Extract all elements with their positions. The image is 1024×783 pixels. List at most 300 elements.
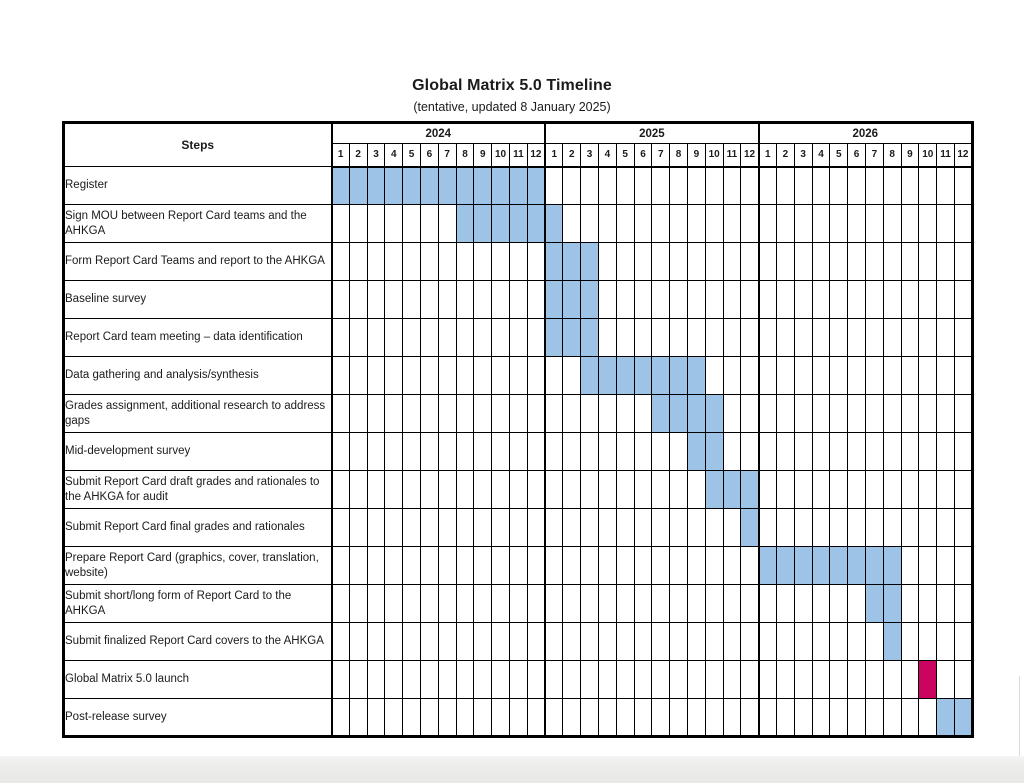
timeline-cell <box>812 357 830 395</box>
timeline-cell-filled <box>883 623 901 661</box>
timeline-cell <box>776 205 794 243</box>
timeline-cell <box>438 585 456 623</box>
timeline-cell <box>456 433 474 471</box>
timeline-cell <box>954 319 972 357</box>
timeline-cell <box>759 167 777 205</box>
timeline-cell <box>865 661 883 699</box>
timeline-row <box>64 357 973 395</box>
timeline-cell <box>420 357 438 395</box>
timeline-cell <box>741 357 759 395</box>
timeline-cell <box>509 623 527 661</box>
timeline-cell <box>937 433 955 471</box>
step-label: Submit finalized Report Card covers to the AHKGA <box>64 623 332 661</box>
month-header-2026-12: 12 <box>954 144 972 167</box>
timeline-cell <box>456 243 474 281</box>
timeline-cell <box>420 395 438 433</box>
timeline-cell <box>545 433 563 471</box>
timeline-cell <box>420 319 438 357</box>
timeline-cell <box>385 623 403 661</box>
timeline-row <box>64 547 973 585</box>
timeline-cell <box>670 205 688 243</box>
timeline-cell <box>349 661 367 699</box>
timeline-cell <box>581 471 599 509</box>
timeline-cell <box>616 509 634 547</box>
timeline-cell <box>848 699 866 737</box>
timeline-cell <box>545 661 563 699</box>
timeline-row <box>64 585 973 623</box>
timeline-cell-filled <box>385 167 403 205</box>
month-header-2024-1: 1 <box>332 144 350 167</box>
timeline-cell <box>581 699 599 737</box>
timeline-cell <box>349 205 367 243</box>
month-header-2024-8: 8 <box>456 144 474 167</box>
timeline-cell <box>919 357 937 395</box>
timeline-cell <box>865 205 883 243</box>
timeline-cell <box>776 661 794 699</box>
timeline-cell <box>794 205 812 243</box>
step-label: Register <box>64 167 332 205</box>
timeline-cell-filled <box>723 471 741 509</box>
timeline-cell <box>901 357 919 395</box>
timeline-cell <box>634 205 652 243</box>
timeline-cell <box>527 243 545 281</box>
timeline-cell <box>474 509 492 547</box>
timeline-cell <box>420 281 438 319</box>
timeline-cell <box>563 357 581 395</box>
timeline-cell <box>954 661 972 699</box>
timeline-cell <box>385 281 403 319</box>
timeline-cell <box>919 699 937 737</box>
timeline-cell <box>883 243 901 281</box>
timeline-cell <box>581 623 599 661</box>
timeline-cell-filled <box>670 395 688 433</box>
timeline-cell <box>598 623 616 661</box>
timeline-cell <box>687 281 705 319</box>
timeline-cell <box>848 243 866 281</box>
timeline-cell <box>438 243 456 281</box>
timeline-cell <box>563 547 581 585</box>
timeline-cell <box>652 509 670 547</box>
timeline-row <box>64 433 973 471</box>
timeline-cell <box>723 395 741 433</box>
timeline-cell <box>367 205 385 243</box>
timeline-cell <box>563 509 581 547</box>
timeline-cell <box>670 547 688 585</box>
timeline-cell <box>349 281 367 319</box>
timeline-cell <box>581 395 599 433</box>
timeline-row <box>64 471 973 509</box>
timeline-cell <box>403 433 421 471</box>
timeline-cell <box>438 509 456 547</box>
timeline-cell <box>812 623 830 661</box>
timeline-cell <box>616 699 634 737</box>
timeline-cell <box>385 585 403 623</box>
timeline-cell <box>403 319 421 357</box>
timeline-cell <box>385 205 403 243</box>
timeline-cell <box>598 395 616 433</box>
timeline-cell <box>545 699 563 737</box>
month-header-2025-6: 6 <box>634 144 652 167</box>
timeline-cell <box>474 699 492 737</box>
timeline-cell <box>367 623 385 661</box>
timeline-cell <box>456 547 474 585</box>
timeline-cell <box>332 281 350 319</box>
timeline-cell <box>776 623 794 661</box>
timeline-cell <box>812 319 830 357</box>
timeline-cell <box>848 433 866 471</box>
timeline-cell <box>794 509 812 547</box>
timeline-cell <box>509 585 527 623</box>
step-label: Submit Report Card final grades and rationales <box>64 509 332 547</box>
timeline-cell <box>865 433 883 471</box>
month-header-2024-4: 4 <box>385 144 403 167</box>
timeline-cell <box>385 471 403 509</box>
month-header-2025-12: 12 <box>741 144 759 167</box>
timeline-cell <box>848 623 866 661</box>
timeline-cell <box>332 471 350 509</box>
timeline-cell <box>830 509 848 547</box>
timeline-cell <box>794 357 812 395</box>
timeline-cell <box>652 699 670 737</box>
timeline-cell <box>634 699 652 737</box>
year-header-2024: 2024 <box>332 123 546 144</box>
timeline-cell <box>741 243 759 281</box>
timeline-cell <box>687 243 705 281</box>
month-header-2026-7: 7 <box>865 144 883 167</box>
timeline-cell <box>492 395 510 433</box>
timeline-cell <box>527 281 545 319</box>
step-label: Submit Report Card draft grades and rationales to the AHKGA for audit <box>64 471 332 509</box>
month-header-2026-4: 4 <box>812 144 830 167</box>
timeline-cell-filled <box>545 281 563 319</box>
timeline-cell <box>919 281 937 319</box>
timeline-cell <box>652 471 670 509</box>
timeline-cell <box>812 395 830 433</box>
timeline-row <box>64 509 973 547</box>
timeline-cell <box>634 509 652 547</box>
timeline-cell <box>652 623 670 661</box>
month-header-2026-8: 8 <box>883 144 901 167</box>
timeline-cell <box>581 547 599 585</box>
timeline-cell <box>438 205 456 243</box>
timeline-cell <box>865 281 883 319</box>
timeline-cell <box>563 585 581 623</box>
timeline-cell <box>634 281 652 319</box>
timeline-cell <box>723 357 741 395</box>
step-label: Submit short/long form of Report Card to the AHKGA <box>64 585 332 623</box>
timeline-cell <box>830 699 848 737</box>
timeline-cell <box>759 471 777 509</box>
timeline-cell <box>349 243 367 281</box>
timeline-cell <box>741 433 759 471</box>
timeline-cell-filled <box>456 167 474 205</box>
timeline-cell <box>865 509 883 547</box>
timeline-cell <box>403 471 421 509</box>
timeline-cell <box>865 471 883 509</box>
timeline-cell <box>954 623 972 661</box>
month-header-2024-2: 2 <box>349 144 367 167</box>
timeline-cell <box>652 319 670 357</box>
timeline-cell <box>474 585 492 623</box>
step-label: Baseline survey <box>64 281 332 319</box>
timeline-cell <box>385 509 403 547</box>
timeline-cell <box>420 547 438 585</box>
timeline-cell <box>848 205 866 243</box>
timeline-cell <box>670 167 688 205</box>
timeline-cell <box>901 623 919 661</box>
timeline-cell <box>687 167 705 205</box>
timeline-cell <box>634 585 652 623</box>
timeline-cell <box>367 433 385 471</box>
timeline-cell-filled <box>367 167 385 205</box>
month-header-2026-10: 10 <box>919 144 937 167</box>
timeline-cell <box>919 471 937 509</box>
timeline-cell <box>438 699 456 737</box>
timeline-cell <box>812 243 830 281</box>
timeline-cell <box>794 395 812 433</box>
timeline-cell <box>670 509 688 547</box>
timeline-cell <box>687 205 705 243</box>
timeline-cell <box>919 623 937 661</box>
timeline-cell <box>420 509 438 547</box>
timeline-cell <box>830 661 848 699</box>
month-header-2025-7: 7 <box>652 144 670 167</box>
timeline-cell <box>919 319 937 357</box>
timeline-cell-filled <box>403 167 421 205</box>
timeline-cell-filled <box>581 243 599 281</box>
timeline-cell <box>848 585 866 623</box>
timeline-cell-filled <box>865 547 883 585</box>
month-header-2025-8: 8 <box>670 144 688 167</box>
timeline-cell-filled <box>527 167 545 205</box>
timeline-cell <box>919 509 937 547</box>
timeline-cell <box>598 699 616 737</box>
page-title: Global Matrix 5.0 Timeline <box>412 77 612 94</box>
timeline-cell <box>403 243 421 281</box>
timeline-cell <box>954 205 972 243</box>
timeline-cell <box>794 699 812 737</box>
timeline-cell <box>438 281 456 319</box>
timeline-cell-filled <box>474 167 492 205</box>
timeline-cell <box>794 167 812 205</box>
timeline-cell <box>403 395 421 433</box>
timeline-cell <box>901 395 919 433</box>
timeline-cell <box>901 167 919 205</box>
timeline-cell <box>848 395 866 433</box>
timeline-cell-filled <box>883 547 901 585</box>
timeline-cell <box>830 205 848 243</box>
timeline-cell <box>332 585 350 623</box>
timeline-cell <box>403 585 421 623</box>
timeline-cell <box>456 661 474 699</box>
timeline-cell <box>438 433 456 471</box>
timeline-cell <box>705 585 723 623</box>
timeline-cell <box>812 585 830 623</box>
timeline-cell <box>474 433 492 471</box>
step-label: Grades assignment, additional research to address gaps <box>64 395 332 433</box>
timeline-cell <box>883 357 901 395</box>
timeline-cell <box>919 585 937 623</box>
timeline-cell <box>438 547 456 585</box>
timeline-cell <box>509 471 527 509</box>
step-label: Mid-development survey <box>64 433 332 471</box>
timeline-cell <box>812 699 830 737</box>
timeline-cell <box>581 509 599 547</box>
timeline-cell <box>705 243 723 281</box>
timeline-cell <box>687 585 705 623</box>
timeline-cell <box>474 471 492 509</box>
timeline-cell <box>545 471 563 509</box>
timeline-row <box>64 319 973 357</box>
timeline-cell <box>652 661 670 699</box>
timeline-cell <box>527 547 545 585</box>
timeline-cell <box>349 547 367 585</box>
timeline-cell <box>509 319 527 357</box>
timeline-cell <box>332 205 350 243</box>
month-header-2024-6: 6 <box>420 144 438 167</box>
timeline-cell <box>634 547 652 585</box>
timeline-cell-filled <box>830 547 848 585</box>
timeline-cell <box>509 547 527 585</box>
timeline-cell-filled <box>741 509 759 547</box>
timeline-cell <box>456 699 474 737</box>
timeline-cell <box>385 357 403 395</box>
timeline-cell <box>919 243 937 281</box>
timeline-cell <box>492 661 510 699</box>
timeline-cell <box>848 661 866 699</box>
timeline-cell-filled <box>759 547 777 585</box>
timeline-cell <box>527 585 545 623</box>
timeline-cell <box>545 509 563 547</box>
timeline-cell <box>723 281 741 319</box>
timeline-cell <box>367 661 385 699</box>
timeline-cell <box>723 547 741 585</box>
timeline-cell <box>420 699 438 737</box>
timeline-cell <box>919 547 937 585</box>
timeline-cell <box>616 281 634 319</box>
timeline-cell <box>634 433 652 471</box>
timeline-cell <box>954 357 972 395</box>
timeline-cell <box>759 661 777 699</box>
step-label: Global Matrix 5.0 launch <box>64 661 332 699</box>
timeline-cell <box>385 433 403 471</box>
timeline-cell <box>776 281 794 319</box>
timeline-cell <box>492 699 510 737</box>
timeline-cell <box>474 623 492 661</box>
timeline-cell <box>901 243 919 281</box>
timeline-cell <box>616 585 634 623</box>
timeline-cell <box>741 281 759 319</box>
timeline-cell <box>616 623 634 661</box>
timeline-cell <box>527 623 545 661</box>
timeline-cell <box>759 243 777 281</box>
timeline-cell-filled <box>794 547 812 585</box>
timeline-cell <box>367 585 385 623</box>
timeline-cell <box>598 509 616 547</box>
timeline-cell <box>349 319 367 357</box>
timeline-cell-filled <box>812 547 830 585</box>
timeline-cell <box>705 281 723 319</box>
timeline-cell <box>456 623 474 661</box>
timeline-cell <box>705 167 723 205</box>
timeline-cell-filled <box>705 433 723 471</box>
timeline-cell <box>848 319 866 357</box>
timeline-cell <box>438 471 456 509</box>
timeline-cell <box>723 585 741 623</box>
timeline-cell <box>937 661 955 699</box>
timeline-cell-filled <box>687 433 705 471</box>
timeline-cell <box>652 167 670 205</box>
timeline-cell <box>812 471 830 509</box>
month-header-2026-1: 1 <box>759 144 777 167</box>
month-header-2025-10: 10 <box>705 144 723 167</box>
timeline-cell-filled <box>687 357 705 395</box>
timeline-cell <box>332 661 350 699</box>
timeline-cell <box>616 471 634 509</box>
timeline-row <box>64 167 973 205</box>
timeline-cell <box>776 319 794 357</box>
timeline-cell-filled <box>581 319 599 357</box>
timeline-cell <box>776 167 794 205</box>
timeline-cell <box>438 319 456 357</box>
timeline-cell <box>403 509 421 547</box>
timeline-cell-filled <box>883 585 901 623</box>
month-header-2025-11: 11 <box>723 144 741 167</box>
timeline-cell <box>901 471 919 509</box>
timeline-cell <box>901 585 919 623</box>
timeline-cell-filled <box>563 243 581 281</box>
month-header-2025-5: 5 <box>616 144 634 167</box>
timeline-cell <box>509 509 527 547</box>
timeline-cell <box>723 167 741 205</box>
timeline-cell <box>723 433 741 471</box>
timeline-cell-filled <box>563 319 581 357</box>
timeline-cell <box>598 319 616 357</box>
timeline-cell <box>741 395 759 433</box>
timeline-cell <box>527 357 545 395</box>
timeline-cell <box>705 699 723 737</box>
timeline-cell <box>403 357 421 395</box>
timeline-cell <box>741 585 759 623</box>
timeline-cell <box>776 585 794 623</box>
timeline-cell <box>901 661 919 699</box>
timeline-cell <box>705 661 723 699</box>
timeline-cell <box>616 547 634 585</box>
timeline-cell-filled <box>545 319 563 357</box>
timeline-row <box>64 243 973 281</box>
timeline-cell <box>954 281 972 319</box>
steps-column-header: Steps <box>64 123 332 167</box>
timeline-table <box>62 121 974 738</box>
timeline-cell <box>598 585 616 623</box>
timeline-cell <box>420 661 438 699</box>
timeline-cell <box>830 243 848 281</box>
timeline-cell <box>652 547 670 585</box>
month-header-2026-9: 9 <box>901 144 919 167</box>
month-header-2025-9: 9 <box>687 144 705 167</box>
month-header-2025-3: 3 <box>581 144 599 167</box>
timeline-row <box>64 281 973 319</box>
timeline-cell <box>349 699 367 737</box>
timeline-cell <box>865 243 883 281</box>
timeline-cell <box>901 281 919 319</box>
timeline-cell <box>420 623 438 661</box>
timeline-cell <box>812 509 830 547</box>
timeline-cell <box>492 509 510 547</box>
timeline-cell <box>527 471 545 509</box>
timeline-cell <box>848 471 866 509</box>
timeline-cell <box>670 281 688 319</box>
